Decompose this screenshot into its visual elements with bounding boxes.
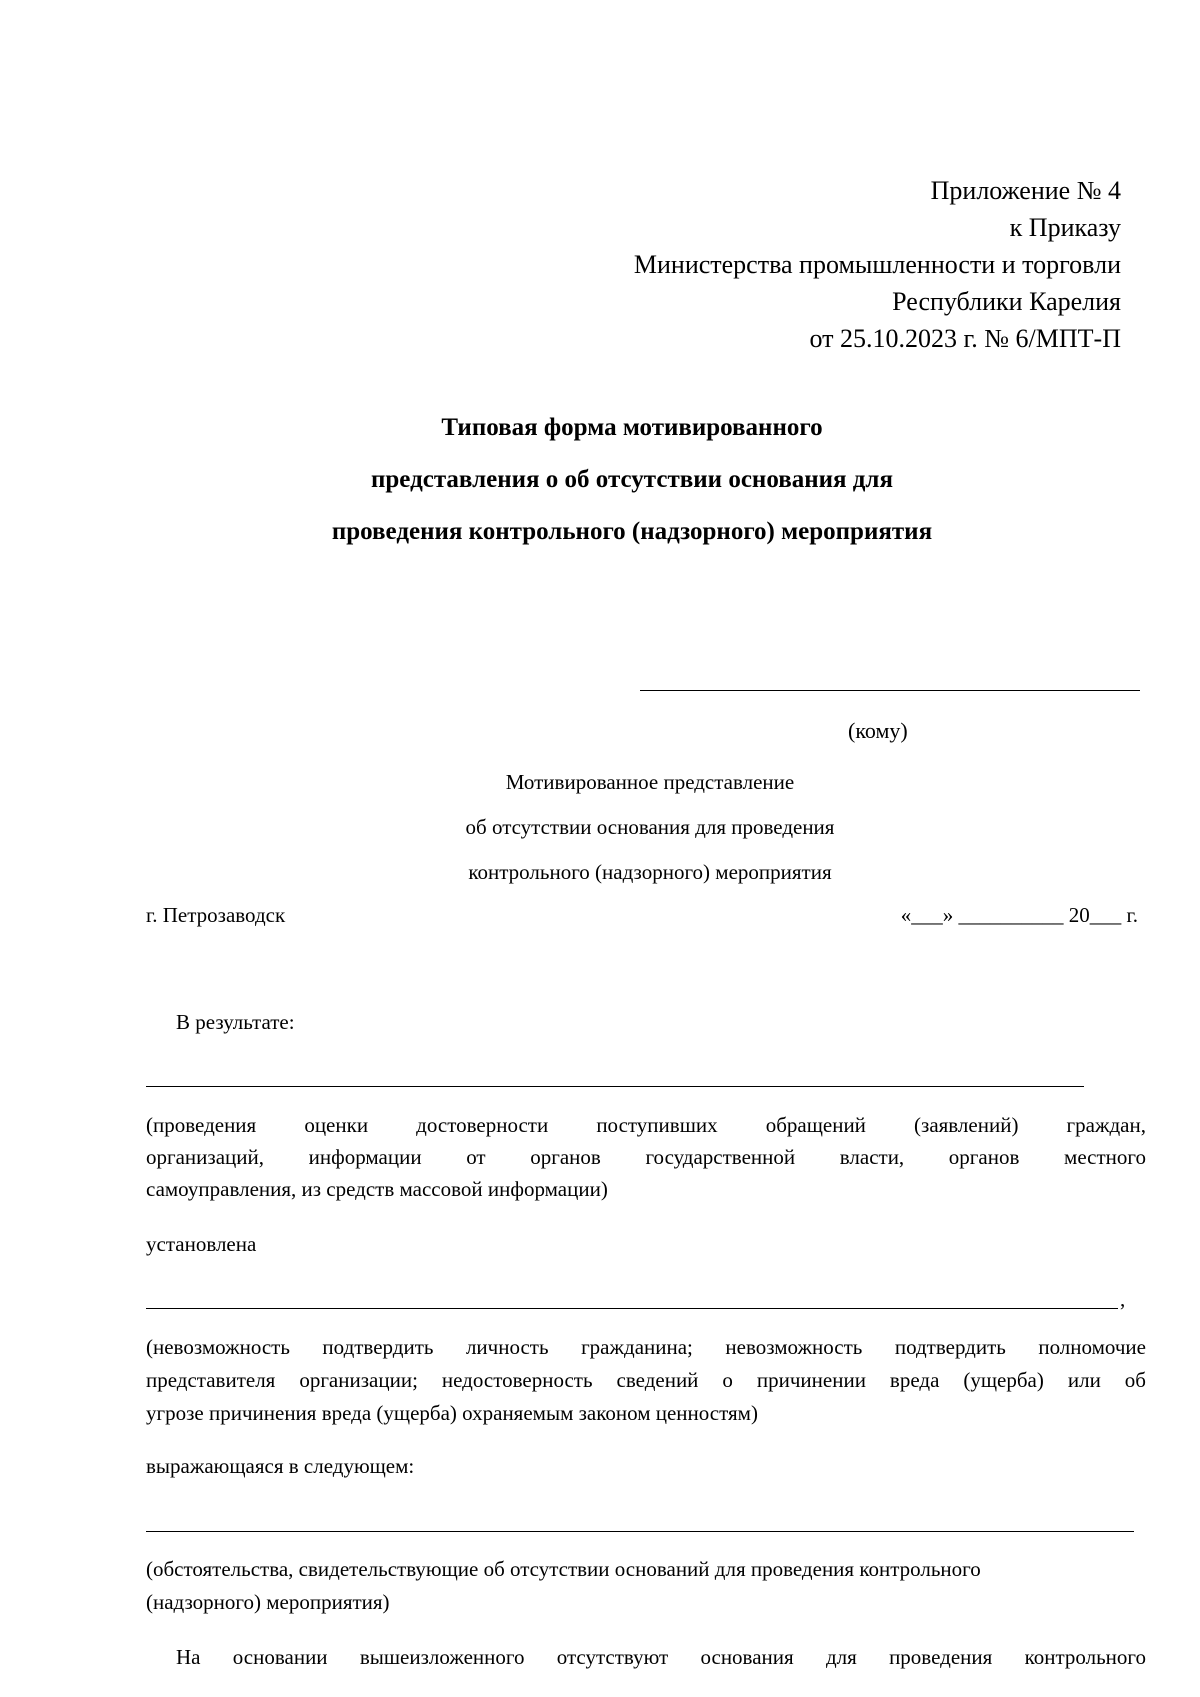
document-title-line-3: проведения контрольного (надзорного) мероприятия xyxy=(331,518,933,545)
appendix-number: Приложение № 4 xyxy=(930,176,1121,205)
recipient-field-line xyxy=(640,690,1140,691)
subtitle-line-3: контрольного (надзорного) мероприятия xyxy=(468,860,832,884)
established-field-line xyxy=(146,1308,1118,1309)
note2-line-2: представителя организации; недостоверность сведений о причинении вреда (ущерба) или об xyxy=(146,1368,1146,1392)
established-comma: , xyxy=(1120,1287,1126,1311)
note3-line-1: (обстоятельства, свидетельствующие об отсутствии оснований для проведения контрольного xyxy=(146,1557,981,1581)
ministry-name: Министерства промышленности и торговли xyxy=(633,250,1121,279)
recipient-caption: (кому) xyxy=(848,718,908,743)
conclusion-text: На основании вышеизложенного отсутствуют основания для проведения контрольного xyxy=(176,1645,1146,1669)
intro-text: В результате: xyxy=(176,1010,295,1034)
subtitle-line-2: об отсутствии основания для проведения xyxy=(465,815,835,839)
note2-line-3: угрозе причинения вреда (ущерба) охраняемым законом ценностям) xyxy=(146,1401,758,1425)
expressed-label: выражающаяся в следующем: xyxy=(146,1454,415,1478)
note1-line-3: самоуправления, из средств массовой информации) xyxy=(146,1177,608,1201)
document-title-line-1: Типовая форма мотивированного xyxy=(441,414,823,441)
circumstances-field-line xyxy=(146,1531,1134,1532)
city-name: г. Петрозаводск xyxy=(146,903,286,927)
order-reference: к Приказу xyxy=(1009,213,1121,242)
document-title-line-2: представления о об отсутствии основания для xyxy=(371,466,893,493)
established-label: установлена xyxy=(146,1232,257,1256)
note2-line-1: (невозможность подтвердить личность гражданина; невозможность подтвердить полномочие xyxy=(146,1335,1146,1359)
republic-name: Республики Карелия xyxy=(892,287,1121,316)
order-date-number: от 25.10.2023 г. № 6/МПТ-П xyxy=(809,324,1121,353)
date-placeholder: «___» __________ 20___ г. xyxy=(900,903,1138,927)
note1-line-1: (проведения оценки достоверности поступивших обращений (заявлений) граждан, xyxy=(146,1113,1146,1137)
subtitle-line-1: Мотивированное представление xyxy=(505,770,795,794)
note3-line-2: (надзорного) мероприятия) xyxy=(146,1590,390,1614)
note1-line-2: организаций, информации от органов государственной власти, органов местного xyxy=(146,1145,1146,1169)
assessment-field-line xyxy=(146,1086,1084,1087)
